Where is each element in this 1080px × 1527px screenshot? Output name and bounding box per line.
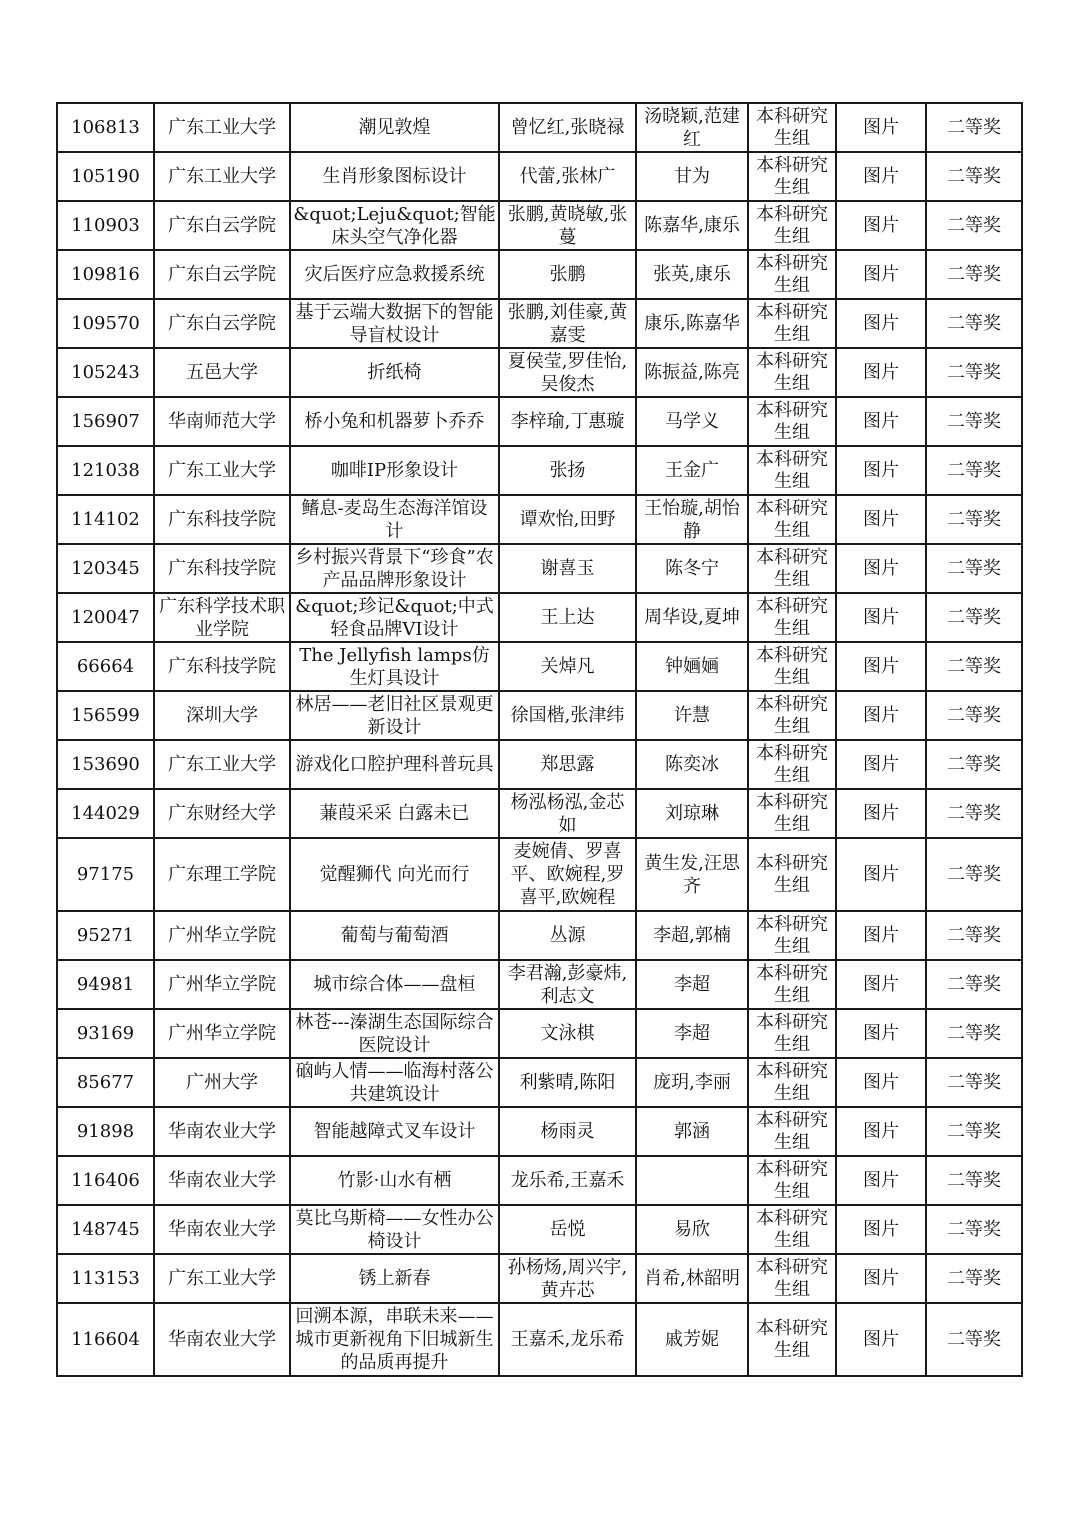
award-cell: 二等奖 bbox=[926, 299, 1022, 348]
authors-cell: 关焯凡 bbox=[499, 642, 636, 691]
award-cell: 二等奖 bbox=[926, 740, 1022, 789]
group-level-cell: 本科研究生组 bbox=[748, 1156, 836, 1205]
entry-id-cell: 156599 bbox=[57, 691, 154, 740]
work-title-cell: 智能越障式叉车设计 bbox=[290, 1107, 499, 1156]
advisors-cell: 刘琼琳 bbox=[636, 789, 748, 838]
work-type-cell: 图片 bbox=[836, 348, 926, 397]
award-cell: 二等奖 bbox=[926, 838, 1022, 911]
group-level-cell: 本科研究生组 bbox=[748, 911, 836, 960]
entry-id-cell: 109816 bbox=[57, 250, 154, 299]
table-row bbox=[57, 1058, 1022, 1107]
entry-id-cell: 113153 bbox=[57, 1254, 154, 1303]
work-title-cell: 游戏化口腔护理科普玩具 bbox=[290, 740, 499, 789]
work-title-cell: 乡村振兴背景下“珍食”农产品品牌形象设计 bbox=[290, 544, 499, 593]
group-level-cell: 本科研究生组 bbox=[748, 691, 836, 740]
entry-id-cell: 97175 bbox=[57, 838, 154, 911]
advisors-cell: 甘为 bbox=[636, 152, 748, 201]
school-cell: 广东白云学院 bbox=[154, 201, 290, 250]
advisors-cell: 王怡璇,胡怡静 bbox=[636, 495, 748, 544]
authors-cell: 郑思露 bbox=[499, 740, 636, 789]
table-row bbox=[57, 1107, 1022, 1156]
work-type-cell: 图片 bbox=[836, 103, 926, 152]
group-level-cell: 本科研究生组 bbox=[748, 201, 836, 250]
school-cell: 广东科技学院 bbox=[154, 544, 290, 593]
authors-cell: 张鹏,黄晓敏,张蔓 bbox=[499, 201, 636, 250]
work-type-cell: 图片 bbox=[836, 960, 926, 1009]
group-level-cell: 本科研究生组 bbox=[748, 838, 836, 911]
entry-id-cell: 106813 bbox=[57, 103, 154, 152]
table-row bbox=[57, 299, 1022, 348]
advisors-cell: 黄生发,汪思齐 bbox=[636, 838, 748, 911]
school-cell: 广东工业大学 bbox=[154, 152, 290, 201]
authors-cell: 丛源 bbox=[499, 911, 636, 960]
work-type-cell: 图片 bbox=[836, 642, 926, 691]
award-cell: 二等奖 bbox=[926, 789, 1022, 838]
school-cell: 广东工业大学 bbox=[154, 740, 290, 789]
work-title-cell: 咖啡IP形象设计 bbox=[290, 446, 499, 495]
group-level-cell: 本科研究生组 bbox=[748, 495, 836, 544]
authors-cell: 张鹏,刘佳豪,黄嘉雯 bbox=[499, 299, 636, 348]
group-level-cell: 本科研究生组 bbox=[748, 299, 836, 348]
table-row bbox=[57, 201, 1022, 250]
table-row bbox=[57, 740, 1022, 789]
group-level-cell: 本科研究生组 bbox=[748, 250, 836, 299]
work-type-cell: 图片 bbox=[836, 201, 926, 250]
work-title-cell: 蒹葭采采 白露未已 bbox=[290, 789, 499, 838]
advisors-cell: 李超 bbox=[636, 960, 748, 1009]
entry-id-cell: 120345 bbox=[57, 544, 154, 593]
work-title-cell: 林居——老旧社区景观更新设计 bbox=[290, 691, 499, 740]
table-row bbox=[57, 495, 1022, 544]
work-type-cell: 图片 bbox=[836, 593, 926, 642]
group-level-cell: 本科研究生组 bbox=[748, 593, 836, 642]
entry-id-cell: 116604 bbox=[57, 1303, 154, 1376]
entry-id-cell: 105243 bbox=[57, 348, 154, 397]
work-type-cell: 图片 bbox=[836, 838, 926, 911]
work-title-cell: &quot;Leju&quot;智能床头空气净化器 bbox=[290, 201, 499, 250]
authors-cell: 谭欢怡,田野 bbox=[499, 495, 636, 544]
advisors-cell: 许慧 bbox=[636, 691, 748, 740]
award-table bbox=[56, 102, 1023, 1377]
award-cell: 二等奖 bbox=[926, 1205, 1022, 1254]
award-cell: 二等奖 bbox=[926, 103, 1022, 152]
table-row bbox=[57, 544, 1022, 593]
school-cell: 广东工业大学 bbox=[154, 446, 290, 495]
school-cell: 广东科技学院 bbox=[154, 642, 290, 691]
authors-cell: 代蕾,张林广 bbox=[499, 152, 636, 201]
work-title-cell: 潮见敦煌 bbox=[290, 103, 499, 152]
group-level-cell: 本科研究生组 bbox=[748, 740, 836, 789]
group-level-cell: 本科研究生组 bbox=[748, 642, 836, 691]
entry-id-cell: 95271 bbox=[57, 911, 154, 960]
group-level-cell: 本科研究生组 bbox=[748, 544, 836, 593]
work-title-cell: 竹影·山水有栖 bbox=[290, 1156, 499, 1205]
table-row bbox=[57, 789, 1022, 838]
school-cell: 广东科技学院 bbox=[154, 495, 290, 544]
advisors-cell: 王金广 bbox=[636, 446, 748, 495]
advisors-cell: 肖希,林韶明 bbox=[636, 1254, 748, 1303]
school-cell: 华南农业大学 bbox=[154, 1156, 290, 1205]
school-cell: 广东工业大学 bbox=[154, 1254, 290, 1303]
work-type-cell: 图片 bbox=[836, 1254, 926, 1303]
table-row bbox=[57, 1254, 1022, 1303]
award-cell: 二等奖 bbox=[926, 960, 1022, 1009]
entry-id-cell: 156907 bbox=[57, 397, 154, 446]
group-level-cell: 本科研究生组 bbox=[748, 1058, 836, 1107]
entry-id-cell: 120047 bbox=[57, 593, 154, 642]
authors-cell: 利紫晴,陈阳 bbox=[499, 1058, 636, 1107]
work-type-cell: 图片 bbox=[836, 446, 926, 495]
work-type-cell: 图片 bbox=[836, 740, 926, 789]
work-title-cell: 莫比乌斯椅——女性办公椅设计 bbox=[290, 1205, 499, 1254]
school-cell: 广州华立学院 bbox=[154, 1009, 290, 1058]
entry-id-cell: 116406 bbox=[57, 1156, 154, 1205]
table-row bbox=[57, 446, 1022, 495]
entry-id-cell: 148745 bbox=[57, 1205, 154, 1254]
table-row bbox=[57, 1009, 1022, 1058]
school-cell: 广东财经大学 bbox=[154, 789, 290, 838]
award-cell: 二等奖 bbox=[926, 1058, 1022, 1107]
advisors-cell: 马学义 bbox=[636, 397, 748, 446]
award-cell: 二等奖 bbox=[926, 593, 1022, 642]
advisors-cell: 戚芳妮 bbox=[636, 1303, 748, 1376]
entry-id-cell: 114102 bbox=[57, 495, 154, 544]
work-type-cell: 图片 bbox=[836, 544, 926, 593]
entry-id-cell: 66664 bbox=[57, 642, 154, 691]
entry-id-cell: 94981 bbox=[57, 960, 154, 1009]
advisors-cell: 郭涵 bbox=[636, 1107, 748, 1156]
table-body bbox=[57, 103, 1022, 1376]
group-level-cell: 本科研究生组 bbox=[748, 789, 836, 838]
advisors-cell: 康乐,陈嘉华 bbox=[636, 299, 748, 348]
table-row bbox=[57, 250, 1022, 299]
work-title-cell: 折纸椅 bbox=[290, 348, 499, 397]
award-cell: 二等奖 bbox=[926, 446, 1022, 495]
advisors-cell: 庞玥,李丽 bbox=[636, 1058, 748, 1107]
table-row bbox=[57, 348, 1022, 397]
school-cell: 广东白云学院 bbox=[154, 299, 290, 348]
work-type-cell: 图片 bbox=[836, 1009, 926, 1058]
authors-cell: 王嘉禾,龙乐希 bbox=[499, 1303, 636, 1376]
group-level-cell: 本科研究生组 bbox=[748, 103, 836, 152]
school-cell: 华南农业大学 bbox=[154, 1107, 290, 1156]
work-type-cell: 图片 bbox=[836, 911, 926, 960]
school-cell: 广州大学 bbox=[154, 1058, 290, 1107]
work-title-cell: 桥小兔和机器萝卜乔乔 bbox=[290, 397, 499, 446]
authors-cell: 龙乐希,王嘉禾 bbox=[499, 1156, 636, 1205]
award-cell: 二等奖 bbox=[926, 495, 1022, 544]
school-cell: 广东理工学院 bbox=[154, 838, 290, 911]
award-cell: 二等奖 bbox=[926, 348, 1022, 397]
entry-id-cell: 153690 bbox=[57, 740, 154, 789]
award-cell: 二等奖 bbox=[926, 250, 1022, 299]
advisors-cell: 陈嘉华,康乐 bbox=[636, 201, 748, 250]
table-row bbox=[57, 1205, 1022, 1254]
advisors-cell: 陈奕冰 bbox=[636, 740, 748, 789]
authors-cell: 杨雨灵 bbox=[499, 1107, 636, 1156]
school-cell: 广州华立学院 bbox=[154, 960, 290, 1009]
group-level-cell: 本科研究生组 bbox=[748, 152, 836, 201]
table-row bbox=[57, 691, 1022, 740]
work-title-cell: 硇屿人情——临海村落公共建筑设计 bbox=[290, 1058, 499, 1107]
award-cell: 二等奖 bbox=[926, 691, 1022, 740]
award-cell: 二等奖 bbox=[926, 1107, 1022, 1156]
group-level-cell: 本科研究生组 bbox=[748, 397, 836, 446]
school-cell: 华南农业大学 bbox=[154, 1205, 290, 1254]
group-level-cell: 本科研究生组 bbox=[748, 1107, 836, 1156]
award-cell: 二等奖 bbox=[926, 642, 1022, 691]
authors-cell: 孙杨炀,周兴宇,黄卉芯 bbox=[499, 1254, 636, 1303]
authors-cell: 李梓瑜,丁惠璇 bbox=[499, 397, 636, 446]
school-cell: 深圳大学 bbox=[154, 691, 290, 740]
work-type-cell: 图片 bbox=[836, 789, 926, 838]
work-type-cell: 图片 bbox=[836, 397, 926, 446]
advisors-cell: 李超,郭楠 bbox=[636, 911, 748, 960]
award-cell: 二等奖 bbox=[926, 1303, 1022, 1376]
authors-cell: 麦婉倩、罗喜平、欧婉程,罗喜平,欧婉程 bbox=[499, 838, 636, 911]
work-title-cell: 回溯本源，串联未来——城市更新视角下旧城新生的品质再提升 bbox=[290, 1303, 499, 1376]
school-cell: 华南农业大学 bbox=[154, 1303, 290, 1376]
advisors-cell: 张英,康乐 bbox=[636, 250, 748, 299]
work-title-cell: 鳍息-麦岛生态海洋馆设计 bbox=[290, 495, 499, 544]
table-row bbox=[57, 1303, 1022, 1376]
work-title-cell: 锈上新春 bbox=[290, 1254, 499, 1303]
work-type-cell: 图片 bbox=[836, 1058, 926, 1107]
entry-id-cell: 85677 bbox=[57, 1058, 154, 1107]
authors-cell: 谢喜玉 bbox=[499, 544, 636, 593]
award-cell: 二等奖 bbox=[926, 1009, 1022, 1058]
authors-cell: 文泳棋 bbox=[499, 1009, 636, 1058]
table-row bbox=[57, 838, 1022, 911]
work-type-cell: 图片 bbox=[836, 1303, 926, 1376]
advisors-cell: 钟婳婳 bbox=[636, 642, 748, 691]
table-row bbox=[57, 593, 1022, 642]
work-type-cell: 图片 bbox=[836, 1107, 926, 1156]
award-cell: 二等奖 bbox=[926, 201, 1022, 250]
award-cell: 二等奖 bbox=[926, 911, 1022, 960]
authors-cell: 曾忆红,张晓禄 bbox=[499, 103, 636, 152]
work-type-cell: 图片 bbox=[836, 152, 926, 201]
authors-cell: 岳悦 bbox=[499, 1205, 636, 1254]
school-cell: 广州华立学院 bbox=[154, 911, 290, 960]
work-title-cell: 灾后医疗应急救援系统 bbox=[290, 250, 499, 299]
award-cell: 二等奖 bbox=[926, 544, 1022, 593]
school-cell: 五邑大学 bbox=[154, 348, 290, 397]
entry-id-cell: 91898 bbox=[57, 1107, 154, 1156]
entry-id-cell: 110903 bbox=[57, 201, 154, 250]
work-title-cell: &quot;珍记&quot;中式轻食品牌VI设计 bbox=[290, 593, 499, 642]
advisors-cell: 李超 bbox=[636, 1009, 748, 1058]
authors-cell: 夏侯莹,罗佳怡,吴俊杰 bbox=[499, 348, 636, 397]
work-title-cell: 基于云端大数据下的智能导盲杖设计 bbox=[290, 299, 499, 348]
work-type-cell: 图片 bbox=[836, 299, 926, 348]
work-title-cell: 城市综合体——盘桓 bbox=[290, 960, 499, 1009]
entry-id-cell: 121038 bbox=[57, 446, 154, 495]
entry-id-cell: 109570 bbox=[57, 299, 154, 348]
work-type-cell: 图片 bbox=[836, 1205, 926, 1254]
group-level-cell: 本科研究生组 bbox=[748, 1205, 836, 1254]
group-level-cell: 本科研究生组 bbox=[748, 1303, 836, 1376]
table-row bbox=[57, 642, 1022, 691]
table-row bbox=[57, 911, 1022, 960]
work-title-cell: 葡萄与葡萄酒 bbox=[290, 911, 499, 960]
table-row bbox=[57, 1156, 1022, 1205]
entry-id-cell: 93169 bbox=[57, 1009, 154, 1058]
group-level-cell: 本科研究生组 bbox=[748, 1009, 836, 1058]
advisors-cell: 陈冬宁 bbox=[636, 544, 748, 593]
table-row bbox=[57, 103, 1022, 152]
authors-cell: 张扬 bbox=[499, 446, 636, 495]
authors-cell: 李君瀚,彭豪炜,利志文 bbox=[499, 960, 636, 1009]
group-level-cell: 本科研究生组 bbox=[748, 960, 836, 1009]
work-title-cell: 觉醒狮代 向光而行 bbox=[290, 838, 499, 911]
award-cell: 二等奖 bbox=[926, 1156, 1022, 1205]
entry-id-cell: 105190 bbox=[57, 152, 154, 201]
advisors-cell: 易欣 bbox=[636, 1205, 748, 1254]
school-cell: 广东科学技术职业学院 bbox=[154, 593, 290, 642]
advisors-cell: 汤晓颖,范建红 bbox=[636, 103, 748, 152]
table-row bbox=[57, 397, 1022, 446]
advisors-cell bbox=[636, 1156, 748, 1205]
work-title-cell: 生肖形象图标设计 bbox=[290, 152, 499, 201]
school-cell: 广东白云学院 bbox=[154, 250, 290, 299]
work-type-cell: 图片 bbox=[836, 250, 926, 299]
entry-id-cell: 144029 bbox=[57, 789, 154, 838]
work-type-cell: 图片 bbox=[836, 691, 926, 740]
award-cell: 二等奖 bbox=[926, 1254, 1022, 1303]
authors-cell: 张鹏 bbox=[499, 250, 636, 299]
group-level-cell: 本科研究生组 bbox=[748, 348, 836, 397]
work-title-cell: 林苍---溱湖生态国际综合医院设计 bbox=[290, 1009, 499, 1058]
school-cell: 华南师范大学 bbox=[154, 397, 290, 446]
authors-cell: 徐国楷,张津纬 bbox=[499, 691, 636, 740]
group-level-cell: 本科研究生组 bbox=[748, 1254, 836, 1303]
table-row bbox=[57, 960, 1022, 1009]
advisors-cell: 周华设,夏坤 bbox=[636, 593, 748, 642]
work-title-cell: The Jellyfish lamps仿生灯具设计 bbox=[290, 642, 499, 691]
advisors-cell: 陈振益,陈亮 bbox=[636, 348, 748, 397]
work-type-cell: 图片 bbox=[836, 1156, 926, 1205]
group-level-cell: 本科研究生组 bbox=[748, 446, 836, 495]
award-cell: 二等奖 bbox=[926, 152, 1022, 201]
authors-cell: 王上达 bbox=[499, 593, 636, 642]
table-row bbox=[57, 152, 1022, 201]
authors-cell: 杨泓杨泓,金芯如 bbox=[499, 789, 636, 838]
work-type-cell: 图片 bbox=[836, 495, 926, 544]
school-cell: 广东工业大学 bbox=[154, 103, 290, 152]
award-cell: 二等奖 bbox=[926, 397, 1022, 446]
